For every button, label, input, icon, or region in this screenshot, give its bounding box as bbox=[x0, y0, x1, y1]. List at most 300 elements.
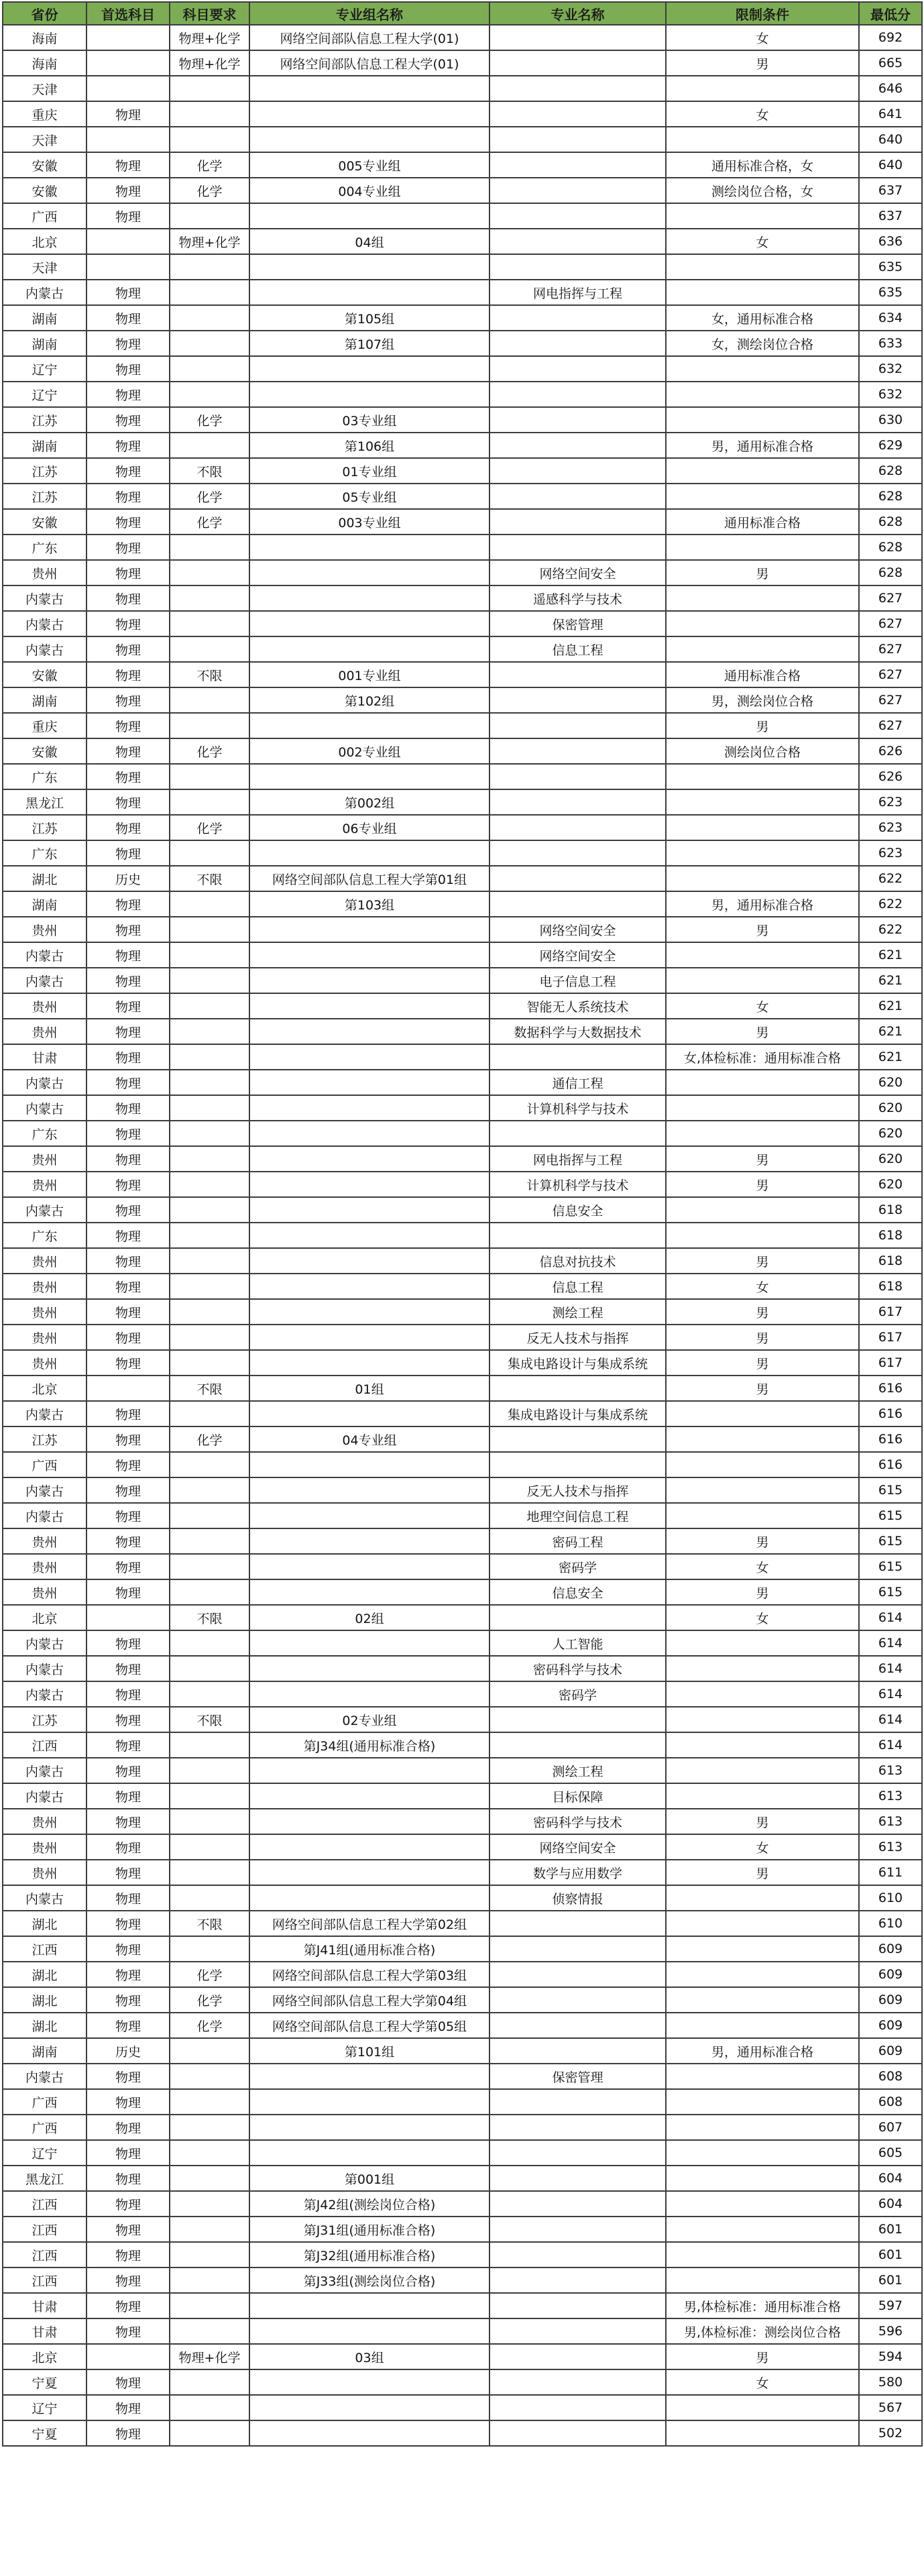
table-row bbox=[3, 382, 922, 407]
cell-province: 内蒙古 bbox=[3, 611, 86, 636]
cell-major-name bbox=[489, 738, 666, 764]
cell-min-score: 621 bbox=[859, 942, 922, 968]
cell-province: 天津 bbox=[3, 127, 86, 152]
cell-min-score: 626 bbox=[859, 738, 922, 764]
table-row bbox=[3, 1834, 922, 1860]
cell-province: 广东 bbox=[3, 1223, 86, 1248]
cell-major-group-name: 网络空间部队信息工程大学第03组 bbox=[249, 1962, 489, 1987]
table-row bbox=[3, 1274, 922, 1299]
cell-restriction: 男 bbox=[666, 50, 859, 76]
cell-province: 贵州 bbox=[3, 1809, 86, 1834]
cell-major-group-name bbox=[249, 356, 489, 382]
table-row bbox=[3, 1885, 922, 1911]
table-row bbox=[3, 1936, 922, 1962]
cell-province: 贵州 bbox=[3, 1528, 86, 1554]
cell-major-name bbox=[489, 789, 666, 815]
cell-major-group-name: 网络空间部队信息工程大学第01组 bbox=[249, 866, 489, 891]
table-row bbox=[3, 968, 922, 993]
cell-min-score: 613 bbox=[859, 1834, 922, 1860]
cell-subject-requirement bbox=[170, 2038, 249, 2064]
cell-first-subject: 历史 bbox=[86, 2038, 170, 2064]
cell-restriction: 女 bbox=[666, 1834, 859, 1860]
cell-first-subject: 物理 bbox=[86, 1121, 170, 1146]
cell-province: 重庆 bbox=[3, 101, 86, 127]
cell-province: 湖北 bbox=[3, 1911, 86, 1936]
cell-subject-requirement bbox=[170, 1350, 249, 1376]
cell-restriction: 男 bbox=[666, 1299, 859, 1325]
cell-restriction: 男 bbox=[666, 1350, 859, 1376]
cell-min-score: 610 bbox=[859, 1885, 922, 1911]
cell-province: 贵州 bbox=[3, 560, 86, 585]
column-header-major-group-name: 专业组名称 bbox=[249, 2, 489, 25]
cell-restriction: 通用标准合格 bbox=[666, 509, 859, 535]
cell-major-name bbox=[489, 1044, 666, 1070]
cell-major-group-name bbox=[249, 1860, 489, 1885]
cell-restriction bbox=[666, 2420, 859, 2446]
cell-restriction bbox=[666, 942, 859, 968]
admission-score-table bbox=[2, 1, 923, 2447]
cell-major-name bbox=[489, 50, 666, 76]
cell-min-score: 597 bbox=[859, 2293, 922, 2318]
cell-restriction bbox=[666, 254, 859, 280]
cell-major-name: 地理空间信息工程 bbox=[489, 1503, 666, 1528]
cell-min-score: 637 bbox=[859, 178, 922, 203]
cell-first-subject: 物理 bbox=[86, 687, 170, 713]
cell-province: 辽宁 bbox=[3, 382, 86, 407]
cell-first-subject: 物理 bbox=[86, 1452, 170, 1477]
cell-restriction bbox=[666, 764, 859, 789]
cell-restriction bbox=[666, 2242, 859, 2267]
cell-restriction bbox=[666, 203, 859, 229]
cell-min-score: 618 bbox=[859, 1223, 922, 1248]
cell-province: 湖北 bbox=[3, 2013, 86, 2038]
cell-min-score: 618 bbox=[859, 1197, 922, 1223]
cell-first-subject: 物理 bbox=[86, 1299, 170, 1325]
cell-major-group-name bbox=[249, 76, 489, 101]
cell-min-score: 646 bbox=[859, 76, 922, 101]
cell-min-score: 626 bbox=[859, 764, 922, 789]
cell-min-score: 607 bbox=[859, 2115, 922, 2140]
cell-min-score: 628 bbox=[859, 509, 922, 535]
cell-subject-requirement: 化学 bbox=[170, 815, 249, 840]
cell-major-name: 保密管理 bbox=[489, 2064, 666, 2089]
cell-major-group-name bbox=[249, 585, 489, 611]
table-row bbox=[3, 1707, 922, 1732]
cell-min-score: 635 bbox=[859, 254, 922, 280]
cell-min-score: 609 bbox=[859, 2038, 922, 2064]
cell-major-group-name bbox=[249, 764, 489, 789]
cell-major-name: 信息工程 bbox=[489, 636, 666, 662]
cell-first-subject: 物理 bbox=[86, 2013, 170, 2038]
cell-min-score: 623 bbox=[859, 789, 922, 815]
cell-subject-requirement bbox=[170, 636, 249, 662]
cell-restriction: 男 bbox=[666, 1325, 859, 1350]
cell-major-group-name bbox=[249, 1350, 489, 1376]
cell-subject-requirement bbox=[170, 1121, 249, 1146]
cell-major-group-name bbox=[249, 1656, 489, 1681]
column-header-subject-requirement: 科目要求 bbox=[170, 2, 249, 25]
cell-min-score: 604 bbox=[859, 2166, 922, 2191]
cell-major-group-name bbox=[249, 2089, 489, 2115]
cell-major-name: 反无人技术与指挥 bbox=[489, 1325, 666, 1350]
cell-province: 江西 bbox=[3, 2267, 86, 2293]
cell-min-score: 609 bbox=[859, 1936, 922, 1962]
cell-major-group-name: 第J32组(通用标准合格) bbox=[249, 2242, 489, 2267]
cell-restriction bbox=[666, 1452, 859, 1477]
cell-first-subject: 物理 bbox=[86, 535, 170, 560]
cell-subject-requirement bbox=[170, 331, 249, 356]
cell-major-group-name: 第001组 bbox=[249, 2166, 489, 2191]
cell-major-name bbox=[489, 458, 666, 484]
cell-subject-requirement bbox=[170, 1528, 249, 1554]
cell-first-subject: 物理 bbox=[86, 2140, 170, 2166]
cell-major-group-name: 第J34组(通用标准合格) bbox=[249, 1732, 489, 1758]
cell-restriction: 女 bbox=[666, 25, 859, 50]
cell-restriction: 测绘岗位合格 bbox=[666, 738, 859, 764]
cell-subject-requirement: 物理+化学 bbox=[170, 229, 249, 254]
cell-restriction: 女 bbox=[666, 1554, 859, 1579]
cell-first-subject: 物理 bbox=[86, 2115, 170, 2140]
cell-major-name: 网络空间安全 bbox=[489, 1834, 666, 1860]
cell-major-name: 密码学 bbox=[489, 1554, 666, 1579]
cell-first-subject: 物理 bbox=[86, 1936, 170, 1962]
cell-min-score: 617 bbox=[859, 1325, 922, 1350]
cell-first-subject: 物理 bbox=[86, 1426, 170, 1452]
table-row bbox=[3, 815, 922, 840]
cell-major-name bbox=[489, 2242, 666, 2267]
cell-restriction: 女，通用标准合格 bbox=[666, 305, 859, 331]
cell-first-subject: 物理 bbox=[86, 1172, 170, 1197]
cell-first-subject: 物理 bbox=[86, 331, 170, 356]
table-row bbox=[3, 1299, 922, 1325]
cell-major-group-name bbox=[249, 1783, 489, 1809]
cell-major-name bbox=[489, 2038, 666, 2064]
cell-province: 江苏 bbox=[3, 458, 86, 484]
cell-restriction bbox=[666, 585, 859, 611]
cell-major-group-name bbox=[249, 1528, 489, 1554]
cell-major-name bbox=[489, 152, 666, 178]
cell-restriction bbox=[666, 1936, 859, 1962]
cell-major-group-name bbox=[249, 280, 489, 305]
cell-first-subject: 物理 bbox=[86, 1885, 170, 1911]
cell-first-subject: 物理 bbox=[86, 1962, 170, 1987]
cell-province: 北京 bbox=[3, 1605, 86, 1630]
cell-major-name: 密码科学与技术 bbox=[489, 1809, 666, 1834]
cell-subject-requirement: 化学 bbox=[170, 178, 249, 203]
cell-restriction bbox=[666, 1783, 859, 1809]
cell-min-score: 632 bbox=[859, 356, 922, 382]
cell-min-score: 502 bbox=[859, 2420, 922, 2446]
cell-subject-requirement bbox=[170, 2395, 249, 2420]
cell-major-group-name: 第103组 bbox=[249, 891, 489, 917]
cell-province: 江西 bbox=[3, 2242, 86, 2267]
table-row bbox=[3, 1962, 922, 1987]
cell-major-name bbox=[489, 1936, 666, 1962]
cell-subject-requirement: 化学 bbox=[170, 509, 249, 535]
cell-major-group-name bbox=[249, 2420, 489, 2446]
cell-first-subject: 物理 bbox=[86, 993, 170, 1019]
table-row bbox=[3, 1172, 922, 1197]
cell-major-name: 反无人技术与指挥 bbox=[489, 1477, 666, 1503]
table-row bbox=[3, 1350, 922, 1376]
cell-restriction bbox=[666, 382, 859, 407]
cell-restriction: 女 bbox=[666, 101, 859, 127]
cell-major-name: 集成电路设计与集成系统 bbox=[489, 1401, 666, 1426]
cell-province: 内蒙古 bbox=[3, 942, 86, 968]
cell-first-subject: 物理 bbox=[86, 713, 170, 738]
cell-major-name: 信息对抗技术 bbox=[489, 1248, 666, 1274]
cell-province: 甘肃 bbox=[3, 2293, 86, 2318]
cell-subject-requirement bbox=[170, 687, 249, 713]
cell-min-score: 615 bbox=[859, 1579, 922, 1605]
cell-province: 广东 bbox=[3, 764, 86, 789]
cell-first-subject bbox=[86, 254, 170, 280]
cell-restriction: 男 bbox=[666, 1860, 859, 1885]
table-row bbox=[3, 2369, 922, 2395]
table-row bbox=[3, 25, 922, 50]
cell-restriction bbox=[666, 1477, 859, 1503]
table-row bbox=[3, 2115, 922, 2140]
cell-major-group-name bbox=[249, 840, 489, 866]
cell-major-group-name bbox=[249, 993, 489, 1019]
table-row bbox=[3, 866, 922, 891]
cell-province: 湖北 bbox=[3, 866, 86, 891]
table-row bbox=[3, 356, 922, 382]
cell-province: 湖北 bbox=[3, 1987, 86, 2013]
cell-min-score: 620 bbox=[859, 1070, 922, 1095]
cell-major-group-name: 第J41组(通用标准合格) bbox=[249, 1936, 489, 1962]
cell-restriction: 男 bbox=[666, 1019, 859, 1044]
cell-major-group-name bbox=[249, 1274, 489, 1299]
cell-subject-requirement bbox=[170, 433, 249, 458]
cell-subject-requirement: 不限 bbox=[170, 1605, 249, 1630]
cell-major-name bbox=[489, 2140, 666, 2166]
cell-major-name bbox=[489, 2318, 666, 2344]
cell-min-score: 622 bbox=[859, 891, 922, 917]
cell-subject-requirement: 化学 bbox=[170, 152, 249, 178]
cell-major-name bbox=[489, 178, 666, 203]
cell-min-score: 627 bbox=[859, 662, 922, 687]
cell-restriction bbox=[666, 1630, 859, 1656]
cell-major-name bbox=[489, 356, 666, 382]
cell-first-subject: 物理 bbox=[86, 1579, 170, 1605]
cell-province: 湖南 bbox=[3, 687, 86, 713]
cell-province: 天津 bbox=[3, 254, 86, 280]
cell-first-subject: 物理 bbox=[86, 1987, 170, 2013]
table-row bbox=[3, 1681, 922, 1707]
cell-province: 贵州 bbox=[3, 1834, 86, 1860]
cell-min-score: 611 bbox=[859, 1860, 922, 1885]
cell-major-name bbox=[489, 2089, 666, 2115]
cell-first-subject: 物理 bbox=[86, 484, 170, 509]
table-row bbox=[3, 1911, 922, 1936]
table-row bbox=[3, 1146, 922, 1172]
cell-first-subject: 物理 bbox=[86, 1732, 170, 1758]
cell-major-name: 测绘工程 bbox=[489, 1758, 666, 1783]
cell-subject-requirement bbox=[170, 1885, 249, 1911]
cell-min-score: 614 bbox=[859, 1707, 922, 1732]
cell-restriction bbox=[666, 2166, 859, 2191]
cell-subject-requirement bbox=[170, 2140, 249, 2166]
cell-restriction: 女,体检标准：通用标准合格 bbox=[666, 1044, 859, 1070]
cell-major-name bbox=[489, 1987, 666, 2013]
cell-min-score: 629 bbox=[859, 433, 922, 458]
cell-major-name bbox=[489, 713, 666, 738]
cell-first-subject: 物理 bbox=[86, 764, 170, 789]
cell-major-group-name: 第107组 bbox=[249, 331, 489, 356]
cell-major-name bbox=[489, 2267, 666, 2293]
cell-restriction bbox=[666, 611, 859, 636]
table-row bbox=[3, 560, 922, 585]
cell-major-name: 计算机科学与技术 bbox=[489, 1172, 666, 1197]
cell-province: 内蒙古 bbox=[3, 585, 86, 611]
cell-major-name bbox=[489, 2369, 666, 2395]
cell-major-group-name: 004专业组 bbox=[249, 178, 489, 203]
cell-subject-requirement: 不限 bbox=[170, 662, 249, 687]
cell-major-group-name bbox=[249, 1146, 489, 1172]
cell-min-score: 635 bbox=[859, 280, 922, 305]
cell-restriction bbox=[666, 280, 859, 305]
cell-restriction bbox=[666, 2013, 859, 2038]
cell-province: 内蒙古 bbox=[3, 1783, 86, 1809]
cell-subject-requirement: 化学 bbox=[170, 1962, 249, 1987]
cell-major-group-name bbox=[249, 1299, 489, 1325]
cell-major-group-name: 005专业组 bbox=[249, 152, 489, 178]
cell-restriction bbox=[666, 2267, 859, 2293]
cell-province: 广东 bbox=[3, 840, 86, 866]
table-row bbox=[3, 2038, 922, 2064]
cell-major-group-name: 03组 bbox=[249, 2344, 489, 2369]
table-row bbox=[3, 662, 922, 687]
table-row bbox=[3, 789, 922, 815]
cell-major-group-name bbox=[249, 1885, 489, 1911]
cell-major-name: 侦察情报 bbox=[489, 1885, 666, 1911]
cell-major-group-name: 06专业组 bbox=[249, 815, 489, 840]
cell-province: 内蒙古 bbox=[3, 1401, 86, 1426]
cell-subject-requirement bbox=[170, 968, 249, 993]
cell-major-name bbox=[489, 891, 666, 917]
cell-major-name bbox=[489, 407, 666, 433]
cell-major-name bbox=[489, 2344, 666, 2369]
table-row bbox=[3, 942, 922, 968]
cell-first-subject: 物理 bbox=[86, 1783, 170, 1809]
cell-min-score: 637 bbox=[859, 203, 922, 229]
cell-subject-requirement bbox=[170, 305, 249, 331]
cell-first-subject: 物理 bbox=[86, 2395, 170, 2420]
cell-major-name: 信息安全 bbox=[489, 1579, 666, 1605]
cell-major-name bbox=[489, 2013, 666, 2038]
table-row bbox=[3, 2420, 922, 2446]
cell-province: 内蒙古 bbox=[3, 1681, 86, 1707]
cell-major-name bbox=[489, 229, 666, 254]
column-header-major-name: 专业名称 bbox=[489, 2, 666, 25]
cell-subject-requirement bbox=[170, 2293, 249, 2318]
cell-major-group-name bbox=[249, 560, 489, 585]
cell-major-group-name bbox=[249, 535, 489, 560]
cell-major-group-name bbox=[249, 2318, 489, 2344]
cell-first-subject bbox=[86, 229, 170, 254]
cell-province: 江西 bbox=[3, 1732, 86, 1758]
cell-subject-requirement bbox=[170, 1834, 249, 1860]
cell-restriction bbox=[666, 1503, 859, 1528]
cell-subject-requirement bbox=[170, 1554, 249, 1579]
cell-major-group-name bbox=[249, 1172, 489, 1197]
cell-min-score: 616 bbox=[859, 1452, 922, 1477]
cell-restriction: 女 bbox=[666, 229, 859, 254]
cell-subject-requirement bbox=[170, 382, 249, 407]
cell-subject-requirement bbox=[170, 1936, 249, 1962]
cell-major-group-name bbox=[249, 127, 489, 152]
cell-subject-requirement bbox=[170, 2064, 249, 2089]
cell-min-score: 621 bbox=[859, 1019, 922, 1044]
table-row bbox=[3, 152, 922, 178]
cell-restriction: 男 bbox=[666, 1376, 859, 1401]
table-row bbox=[3, 127, 922, 152]
cell-subject-requirement bbox=[170, 2191, 249, 2217]
cell-major-name: 集成电路设计与集成系统 bbox=[489, 1350, 666, 1376]
cell-province: 内蒙古 bbox=[3, 1630, 86, 1656]
cell-province: 江苏 bbox=[3, 815, 86, 840]
cell-subject-requirement: 化学 bbox=[170, 1426, 249, 1452]
cell-first-subject: 物理 bbox=[86, 407, 170, 433]
cell-subject-requirement bbox=[170, 917, 249, 942]
cell-min-score: 615 bbox=[859, 1554, 922, 1579]
cell-subject-requirement bbox=[170, 356, 249, 382]
cell-major-group-name: 02组 bbox=[249, 1605, 489, 1630]
cell-major-name bbox=[489, 1376, 666, 1401]
cell-restriction bbox=[666, 1426, 859, 1452]
cell-restriction bbox=[666, 1911, 859, 1936]
cell-min-score: 596 bbox=[859, 2318, 922, 2344]
cell-first-subject: 历史 bbox=[86, 866, 170, 891]
cell-min-score: 640 bbox=[859, 127, 922, 152]
cell-first-subject: 物理 bbox=[86, 1197, 170, 1223]
cell-subject-requirement bbox=[170, 611, 249, 636]
cell-first-subject: 物理 bbox=[86, 101, 170, 127]
cell-restriction bbox=[666, 127, 859, 152]
cell-major-group-name bbox=[249, 968, 489, 993]
cell-major-group-name bbox=[249, 1401, 489, 1426]
cell-subject-requirement: 物理+化学 bbox=[170, 25, 249, 50]
cell-province: 江苏 bbox=[3, 1426, 86, 1452]
cell-major-group-name: 001专业组 bbox=[249, 662, 489, 687]
table-row bbox=[3, 1554, 922, 1579]
cell-subject-requirement bbox=[170, 1325, 249, 1350]
cell-first-subject: 物理 bbox=[86, 738, 170, 764]
cell-province: 安徽 bbox=[3, 509, 86, 535]
cell-restriction: 男，通用标准合格 bbox=[666, 891, 859, 917]
cell-major-group-name: 002专业组 bbox=[249, 738, 489, 764]
cell-major-group-name bbox=[249, 1248, 489, 1274]
cell-min-score: 608 bbox=[859, 2089, 922, 2115]
table-row bbox=[3, 2089, 922, 2115]
table-row bbox=[3, 1452, 922, 1477]
cell-min-score: 614 bbox=[859, 1630, 922, 1656]
table-row bbox=[3, 1401, 922, 1426]
cell-restriction bbox=[666, 789, 859, 815]
cell-restriction: 男 bbox=[666, 713, 859, 738]
table-row bbox=[3, 1070, 922, 1095]
cell-min-score: 640 bbox=[859, 152, 922, 178]
cell-major-name bbox=[489, 662, 666, 687]
cell-major-name: 密码科学与技术 bbox=[489, 1656, 666, 1681]
header-row bbox=[3, 2, 922, 25]
table-row bbox=[3, 1783, 922, 1809]
cell-province: 北京 bbox=[3, 1376, 86, 1401]
cell-min-score: 601 bbox=[859, 2217, 922, 2242]
cell-min-score: 614 bbox=[859, 1605, 922, 1630]
cell-first-subject: 物理 bbox=[86, 1656, 170, 1681]
